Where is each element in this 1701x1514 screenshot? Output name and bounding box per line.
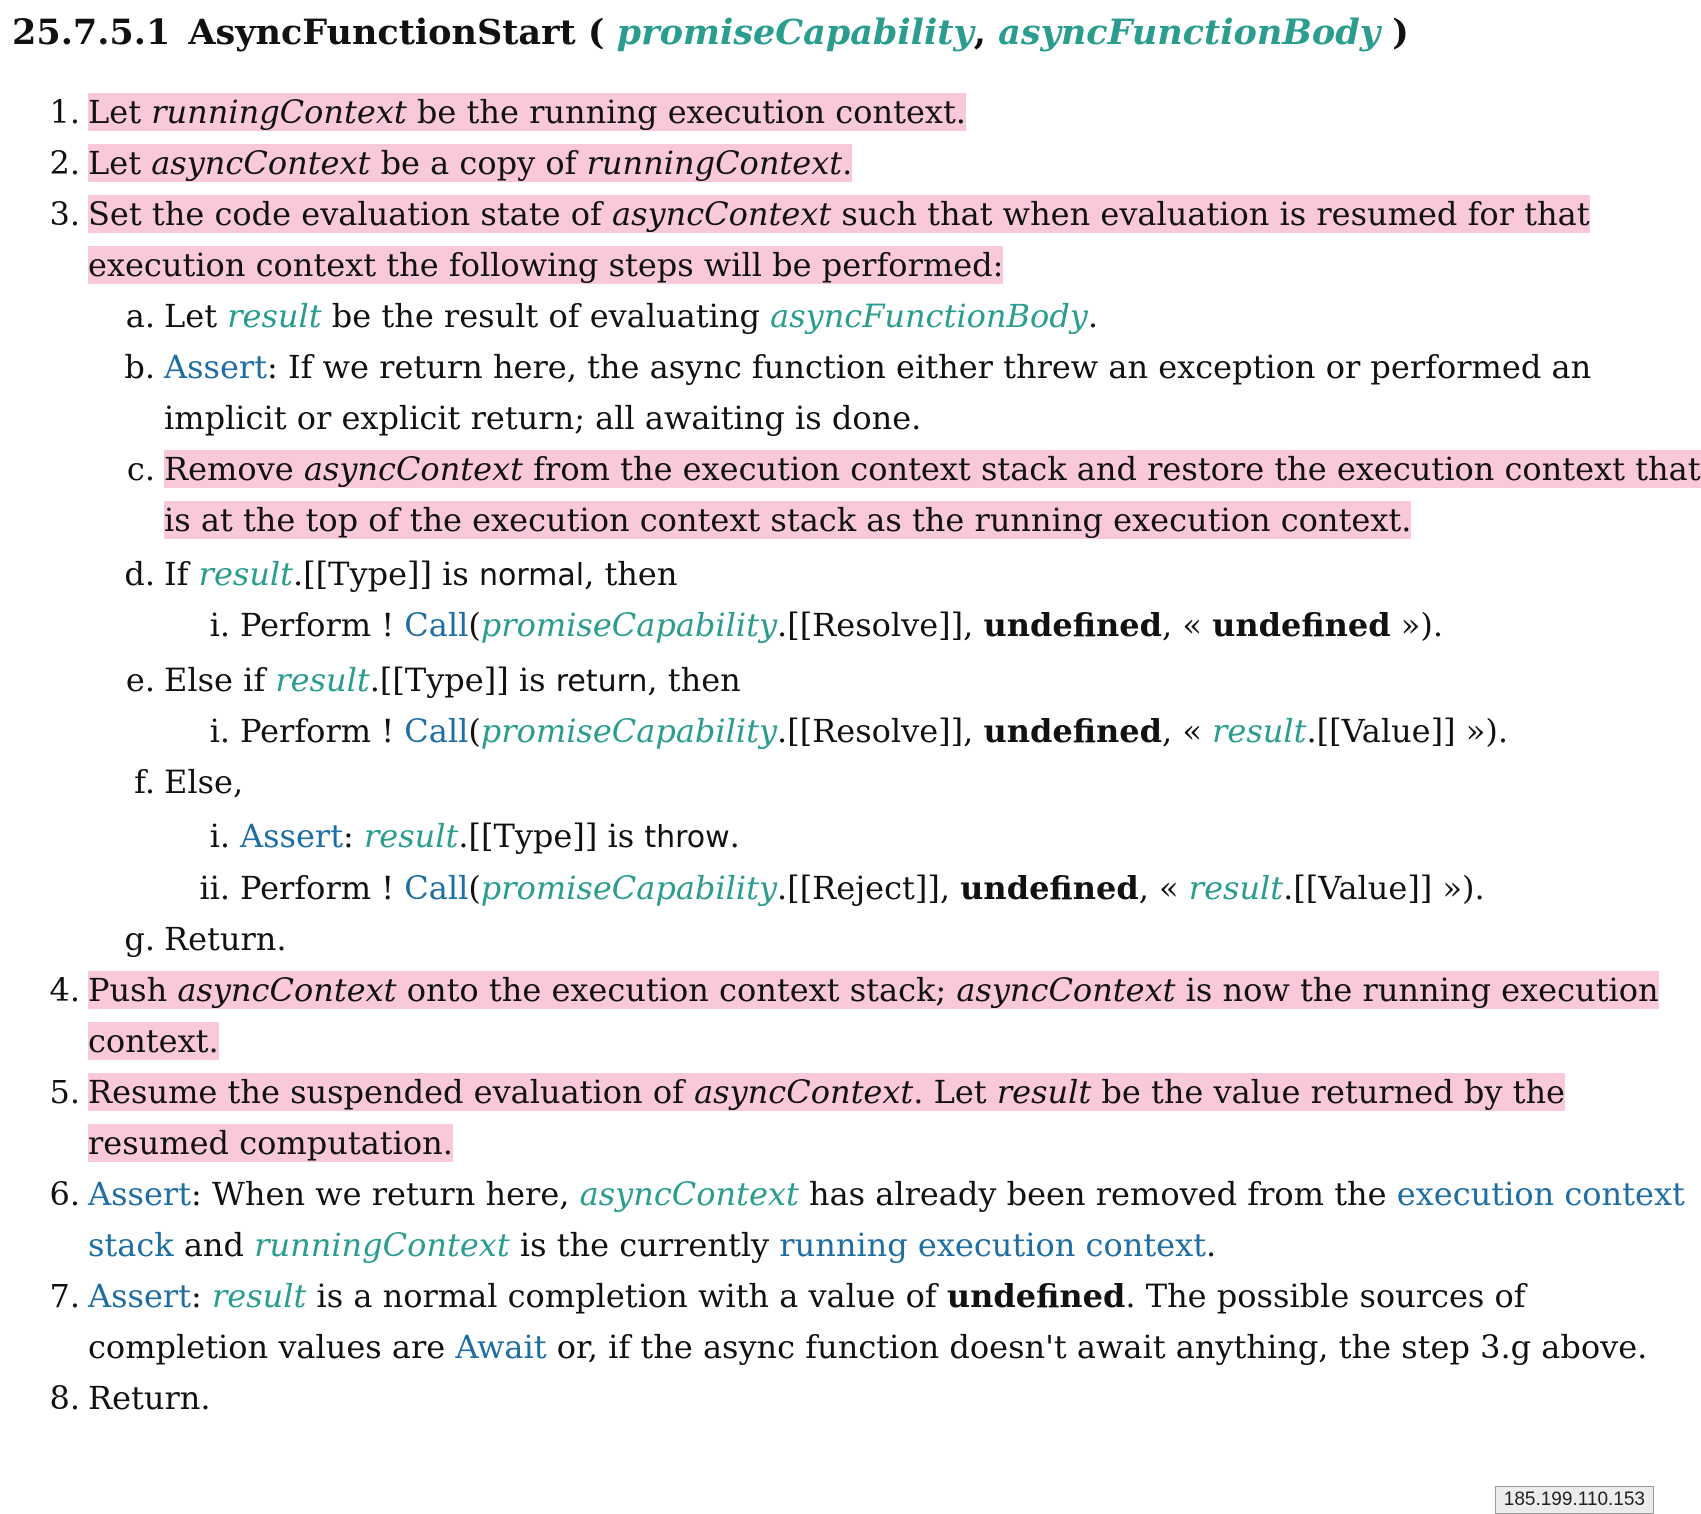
param-promise-capability: promiseCapability xyxy=(616,12,974,53)
step-7: Assert: result is a normal completion with a value of undefined. The possible sources of xyxy=(88,1277,1526,1315)
var-result[interactable]: result xyxy=(212,1277,307,1315)
step-marker: 6. xyxy=(49,1175,80,1213)
step-3c-continued: is at the top of the execution context stack as the running execution context. xyxy=(164,501,1412,539)
step-marker: f. xyxy=(134,763,155,801)
step-1: Let runningContext be the running execution context. xyxy=(88,93,966,131)
param-async-function-body: asyncFunctionBody xyxy=(998,12,1381,53)
step-8: Return. xyxy=(88,1379,211,1417)
algorithm-name: AsyncFunctionStart xyxy=(188,12,576,53)
var-result[interactable]: result xyxy=(198,555,294,593)
var-running-context[interactable]: runningContext xyxy=(254,1226,510,1264)
assert-link[interactable]: Assert xyxy=(240,817,344,855)
step-3f: Else, xyxy=(164,763,244,801)
step-marker: 8. xyxy=(49,1379,80,1417)
step-3e-i: Perform ! Call(promiseCapability.[[Resolve]], undefined, « result.[[Value]] »). xyxy=(240,712,1508,750)
step-7-continued: completion values are Await or, if the async function doesn't await anything, the step 3.g above. xyxy=(88,1328,1648,1366)
step-3b-continued: implicit or explicit return; all awaiting is done. xyxy=(164,399,922,437)
step-6: Assert: When we return here, asyncContext has already been removed from the execution context xyxy=(88,1175,1685,1213)
param-promise-capability-link[interactable]: promiseCapability xyxy=(480,869,778,907)
var-async-context[interactable]: asyncContext xyxy=(579,1175,799,1213)
param-promise-capability-link[interactable]: promiseCapability xyxy=(480,712,778,750)
var-result[interactable]: result xyxy=(275,661,370,699)
value-normal: normal xyxy=(478,558,585,593)
step-marker: i. xyxy=(209,606,230,644)
step-marker: 1. xyxy=(49,93,80,131)
var-result[interactable]: result xyxy=(1212,712,1307,750)
step-3c: Remove asyncContext from the execution context stack and restore the execution context that xyxy=(164,450,1701,488)
var-result[interactable]: result xyxy=(1188,869,1284,907)
step-marker: a. xyxy=(125,297,155,335)
assert-link[interactable]: Assert xyxy=(164,348,268,386)
step-marker: d. xyxy=(124,555,155,593)
call-link[interactable]: Call xyxy=(404,869,469,907)
step-marker: 4. xyxy=(49,971,80,1009)
step-marker: g. xyxy=(124,920,155,958)
step-5-continued: resumed computation. xyxy=(88,1124,453,1162)
step-3f-i: Assert: result.[[Type]] is throw. xyxy=(240,817,740,855)
step-3d-i: Perform ! Call(promiseCapability.[[Resolve]], undefined, « undefined »). xyxy=(240,606,1444,644)
step-3: Set the code evaluation state of asyncContext such that when evaluation is resumed for that xyxy=(88,195,1590,233)
step-marker: ii. xyxy=(199,869,230,907)
step-3a: Let result be the result of evaluating asyncFunctionBody. xyxy=(164,297,1099,335)
call-link[interactable]: Call xyxy=(404,606,469,644)
step-marker: i. xyxy=(209,712,230,750)
var-result[interactable]: result xyxy=(364,817,459,855)
step-3e: Else if result.[[Type]] is return, then xyxy=(164,661,741,699)
step-5: Resume the suspended evaluation of asyncContext. Let result be the value returned by the xyxy=(88,1073,1565,1111)
step-3f-ii: Perform ! Call(promiseCapability.[[Reject]], undefined, « result.[[Value]] »). xyxy=(240,869,1485,907)
call-link[interactable]: Call xyxy=(404,712,469,750)
step-marker: 5. xyxy=(49,1073,80,1111)
execution-context-stack-link[interactable]: execution context xyxy=(1396,1175,1685,1213)
step-marker: b. xyxy=(124,348,155,386)
var-result[interactable]: result xyxy=(227,297,322,335)
assert-link[interactable]: Assert xyxy=(88,1175,192,1213)
param-async-function-body-link[interactable]: asyncFunctionBody xyxy=(770,297,1088,335)
step-marker: i. xyxy=(209,817,230,855)
section-number: 25.7.5.1 xyxy=(12,12,171,53)
running-execution-context-link[interactable]: running execution context xyxy=(779,1226,1207,1264)
value-throw: throw xyxy=(644,820,730,855)
step-marker: e. xyxy=(125,661,155,699)
step-3-continued: execution context the following steps will be performed: xyxy=(88,246,1004,284)
step-4-continued: context. xyxy=(88,1022,219,1060)
step-3b: Assert: If we return here, the async function either threw an exception or performed an xyxy=(164,348,1592,386)
step-3d: If result.[[Type]] is normal, then xyxy=(164,555,678,593)
assert-link[interactable]: Assert xyxy=(88,1277,192,1315)
step-marker: 7. xyxy=(49,1277,80,1315)
step-4: Push asyncContext onto the execution context stack; asyncContext is now the running execution xyxy=(88,971,1659,1009)
step-marker: 3. xyxy=(49,195,80,233)
value-return: return xyxy=(555,664,648,699)
step-marker: 2. xyxy=(49,144,80,182)
step-6-continued: stack and runningContext is the currently running execution context. xyxy=(88,1226,1217,1264)
execution-context-stack-link-cont[interactable]: stack xyxy=(88,1226,174,1264)
step-3g: Return. xyxy=(164,920,287,958)
step-2: Let asyncContext be a copy of runningContext. xyxy=(88,144,853,182)
await-link[interactable]: Await xyxy=(455,1328,547,1366)
param-promise-capability-link[interactable]: promiseCapability xyxy=(480,606,778,644)
ip-address-badge: 185.199.110.153 xyxy=(1495,1486,1654,1514)
step-marker: c. xyxy=(126,450,155,488)
section-heading: 25.7.5.1 AsyncFunctionStart ( promiseCapability, asyncFunctionBody ) xyxy=(12,12,1409,53)
